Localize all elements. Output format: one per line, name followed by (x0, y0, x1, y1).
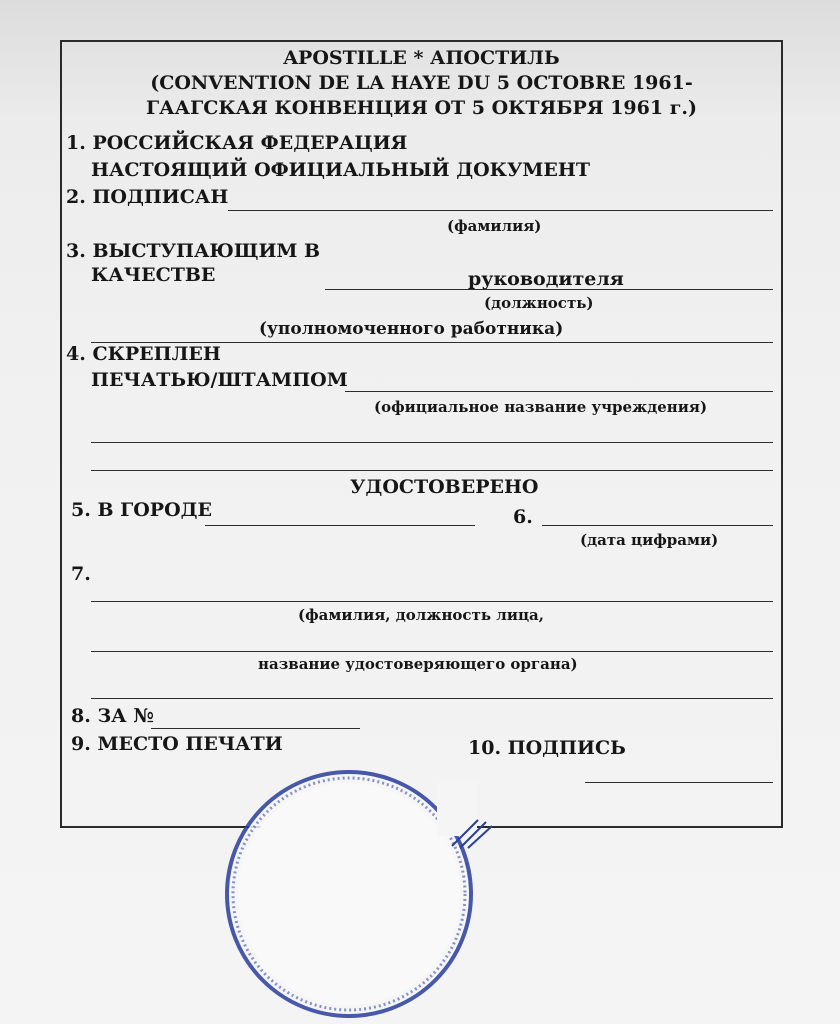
capacity-value: руководителя (468, 268, 624, 290)
convention-title-fr: (CONVENTION DE LA HAYE DU 5 OCTOBRE 1961- (150, 72, 693, 94)
city-label: 5. В ГОРОДЕ (71, 499, 213, 521)
seal-place-label: 9. МЕСТО ПЕЧАТИ (71, 733, 283, 755)
capacity-label-2: КАЧЕСТВЕ (91, 264, 216, 286)
seal-label-2: ПЕЧАТЬЮ/ШТАМПОМ (91, 369, 348, 391)
official-stamp (215, 762, 483, 1024)
apostille-title: APOSTILLE * АПОСТИЛЬ (283, 47, 560, 69)
number-label: 8. ЗА № (71, 705, 154, 727)
institution-line-2 (91, 470, 773, 471)
signature-label: 10. ПОДПИСЬ (468, 737, 626, 759)
number-line (151, 728, 360, 729)
signed-label: 2. ПОДПИСАН (66, 186, 229, 208)
date-hint: (дата цифрами) (580, 531, 719, 549)
authority-line-2 (91, 698, 773, 699)
institution-hint: (официальное название учреждения) (374, 398, 708, 416)
authority-line-1 (91, 651, 773, 652)
seal-label-1: 4. СКРЕПЛЕН (66, 343, 221, 365)
signature-line (585, 782, 773, 783)
seal-line (345, 391, 773, 392)
surname-hint: (фамилия) (447, 217, 542, 235)
person-hint: (фамилия, должность лица, (298, 606, 544, 624)
date-label: 6. (513, 506, 533, 528)
certified-heading: УДОСТОВЕРЕНО (350, 476, 539, 498)
capacity-label-1: 3. ВЫСТУПАЮЩИМ В (66, 240, 321, 262)
authority-hint: название удостоверяющего органа) (258, 655, 578, 673)
position-hint: (должность) (484, 294, 594, 312)
certified-by-label: 7. (71, 563, 91, 585)
date-line (542, 525, 773, 526)
convention-title-ru: ГААГСКАЯ КОНВЕНЦИЯ ОТ 5 ОКТЯБРЯ 1961 г.) (146, 97, 697, 119)
authorized-hint: (уполномоченного работника) (259, 319, 564, 339)
signed-by-line (228, 210, 773, 211)
institution-line-1 (91, 442, 773, 443)
signature-mark-icon (448, 812, 496, 852)
capacity-line (325, 289, 773, 290)
country-label: 1. РОССИЙСКАЯ ФЕДЕРАЦИЯ (66, 132, 408, 154)
person-line (91, 601, 773, 602)
city-line (205, 525, 475, 526)
document-intro: НАСТОЯЩИЙ ОФИЦИАЛЬНЫЙ ДОКУМЕНТ (91, 159, 590, 181)
